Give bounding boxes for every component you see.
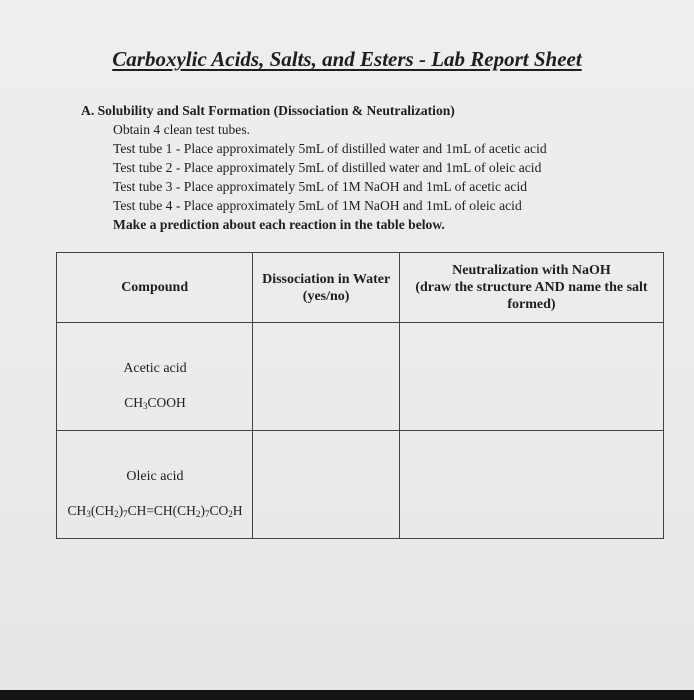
compound-formula: $CH_3COOH$ bbox=[124, 395, 186, 411]
dissociation-answer-cell[interactable] bbox=[253, 323, 400, 431]
header-compound: Compound bbox=[57, 253, 253, 323]
compound-cell bbox=[57, 323, 253, 431]
table-row bbox=[57, 431, 664, 539]
header-neutralization: Neutralization with NaOH (draw the structure AND name the salt formed) bbox=[399, 253, 663, 323]
section-heading: A. Solubility and Salt Formation (Dissociation & Neutralization) bbox=[81, 103, 455, 118]
dissociation-answer-cell[interactable] bbox=[253, 431, 400, 539]
header-dissociation: Dissociation in Water (yes/no) bbox=[253, 253, 400, 323]
table-header-row bbox=[57, 253, 664, 323]
instruction-line: Test tube 1 - Place approximately 5mL of distilled water and 1mL of acetic acid bbox=[113, 141, 547, 156]
compound-name: Oleic acid bbox=[126, 469, 184, 484]
page-title: Carboxylic Acids, Salts, and Esters - Lab Report Sheet bbox=[112, 47, 582, 71]
compound-cell bbox=[57, 431, 253, 539]
instruction-line: Test tube 2 - Place approximately 5mL of distilled water and 1mL of oleic acid bbox=[113, 160, 542, 175]
instruction-line: Obtain 4 clean test tubes. bbox=[113, 122, 251, 137]
compound-name: Acetic acid bbox=[123, 361, 187, 376]
section-a bbox=[81, 101, 621, 234]
neutralization-answer-cell[interactable] bbox=[399, 431, 663, 539]
screen-bottom-edge bbox=[0, 690, 694, 700]
compound-formula: $CH_3(CH_2)_7CH=CH(CH_2)_7CO_2H$ bbox=[67, 503, 243, 519]
instruction-line: Test tube 4 - Place approximately 5mL of 1M NaOH and 1mL of oleic acid bbox=[113, 198, 522, 213]
neutralization-answer-cell[interactable] bbox=[399, 323, 663, 431]
prediction-prompt: Make a prediction about each reaction in the table below. bbox=[113, 217, 445, 232]
prediction-table bbox=[56, 252, 664, 539]
table-row bbox=[57, 323, 664, 431]
instruction-line: Test tube 3 - Place approximately 5mL of 1M NaOH and 1mL of acetic acid bbox=[113, 179, 528, 194]
